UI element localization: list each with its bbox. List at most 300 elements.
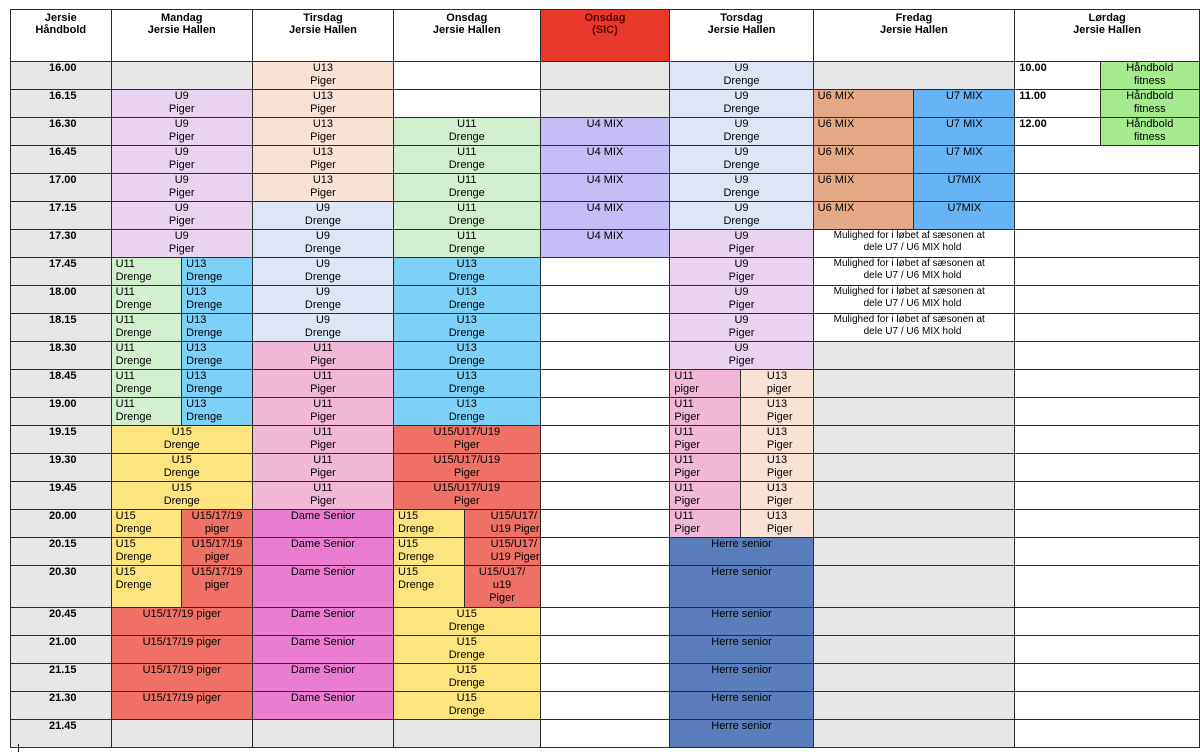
session-cell: [1015, 454, 1200, 482]
session-label: U13: [456, 398, 477, 410]
session-label: U15: [456, 664, 477, 676]
session-label: Drenge: [115, 579, 152, 591]
session-label: Piger: [310, 467, 336, 479]
header-fredag: Fredag Jersie Hallen: [813, 10, 1015, 62]
session-label: fitness: [1133, 131, 1166, 143]
session-label: dele U7 / U6 MIX hold: [863, 298, 962, 309]
session-label: Drenge: [163, 467, 200, 479]
session-cell: [540, 342, 670, 370]
session-label: Drenge: [448, 187, 485, 199]
session-cell: [813, 62, 1015, 90]
schedule-table: [10, 9, 1200, 748]
session-label: Drenge: [115, 355, 152, 367]
session-label: Piger: [489, 592, 515, 604]
session-cell: [670, 286, 813, 314]
session-cell: [540, 692, 670, 720]
session-cell: [670, 230, 813, 258]
session-label: fitness: [1133, 103, 1166, 115]
session-label: U11: [313, 398, 333, 410]
session-cell: [813, 426, 1015, 454]
session-label: U9: [174, 146, 189, 158]
session-cell: [252, 286, 393, 314]
session-cell: [111, 342, 182, 370]
session-cell: [813, 664, 1015, 692]
session-cell: [1015, 692, 1200, 720]
session-label: U11: [457, 230, 477, 242]
session-cell: [464, 538, 540, 566]
session-cell: [540, 370, 670, 398]
session-cell: [670, 664, 813, 692]
session-label: piger: [674, 383, 699, 395]
session-label: Drenge: [398, 579, 435, 591]
session-label: U11: [115, 286, 135, 298]
session-cell: [1015, 118, 1100, 146]
session-cell: [252, 664, 393, 692]
time-row: [11, 510, 1200, 538]
session-label: U13: [766, 482, 788, 494]
session-cell: [670, 636, 813, 664]
session-label: U13: [456, 286, 477, 298]
session-label: U7 MIX: [945, 118, 983, 130]
session-label: Drenge: [304, 215, 341, 227]
session-label: U11: [674, 482, 694, 494]
session-cell: [394, 510, 465, 538]
session-label: piger: [204, 523, 230, 535]
session-cell: [394, 314, 541, 342]
header-tirsdag: Tirsdag Jersie Hallen: [252, 10, 393, 62]
session-label: Dame Senior: [290, 566, 356, 578]
session-label: Herre senior: [711, 566, 772, 578]
session-cell: [540, 454, 670, 482]
session-label: Drenge: [398, 551, 435, 563]
time-cell: 16.15: [11, 90, 112, 118]
session-label: dele U7 / U6 MIX hold: [863, 326, 962, 337]
session-label: U11: [674, 398, 694, 410]
session-label: U6 MIX: [817, 202, 855, 214]
session-label: Piger: [168, 159, 195, 171]
session-label: U9: [734, 90, 749, 102]
session-label: U11: [457, 118, 477, 130]
session-label: Drenge: [448, 621, 485, 633]
time-cell: 16.30: [11, 118, 112, 146]
session-cell: [914, 174, 1015, 202]
session-label: Piger: [453, 439, 480, 451]
session-label: Piger: [766, 439, 793, 451]
session-cell: [394, 118, 541, 146]
session-label: Drenge: [186, 271, 223, 283]
session-label: Drenge: [186, 327, 223, 339]
session-cell: [813, 720, 1015, 748]
session-cell: [252, 174, 393, 202]
time-cell: 21.15: [11, 664, 112, 692]
session-cell: [813, 342, 1015, 370]
session-cell: [670, 370, 740, 398]
session-label: Piger: [310, 439, 336, 451]
session-label: Dame Senior: [290, 538, 356, 550]
session-cell: [813, 202, 914, 230]
session-label: U13: [456, 342, 477, 354]
session-label: U15/U17/: [490, 510, 538, 522]
session-cell: [670, 692, 813, 720]
session-cell: [182, 398, 253, 426]
header-onsdag-sic: Onsdag (SIC): [540, 10, 670, 62]
session-label: Drenge: [448, 131, 485, 143]
session-label: U6 MIX: [817, 146, 855, 158]
session-label: Drenge: [304, 243, 341, 255]
time-cell: 18.15: [11, 314, 112, 342]
session-cell: [111, 314, 182, 342]
session-cell: [813, 566, 1015, 608]
session-label: Drenge: [115, 411, 152, 423]
session-label: Piger: [168, 131, 195, 143]
session-label: Drenge: [163, 495, 200, 507]
session-cell: [252, 720, 393, 748]
session-cell: [813, 258, 1015, 286]
session-label: Piger: [674, 495, 701, 507]
session-label: U11: [674, 426, 694, 438]
session-label: Dame Senior: [290, 608, 356, 620]
session-cell: [394, 370, 541, 398]
session-cell: [540, 146, 670, 174]
session-label: 11.00: [1019, 90, 1047, 102]
session-label: U4 MIX: [586, 230, 624, 242]
session-cell: [670, 90, 813, 118]
session-label: Piger: [310, 383, 336, 395]
session-cell: [394, 482, 541, 510]
session-label: Drenge: [723, 159, 760, 171]
session-cell: [1015, 62, 1100, 90]
session-cell: [670, 314, 813, 342]
session-label: U13: [312, 174, 334, 186]
session-cell: [740, 426, 813, 454]
session-label: U11: [115, 370, 135, 382]
session-cell: [182, 510, 253, 538]
session-cell: [813, 370, 1015, 398]
session-label: Drenge: [448, 159, 485, 171]
session-label: Drenge: [448, 705, 485, 717]
session-label: U15: [171, 426, 192, 438]
time-cell: 19.45: [11, 482, 112, 510]
session-label: Mulighed for i løbet af sæsonen at: [833, 230, 985, 241]
session-label: U11: [457, 174, 477, 186]
session-cell: [540, 538, 670, 566]
session-label: U15/17/19: [191, 538, 243, 550]
session-cell: [111, 510, 182, 538]
session-label: Piger: [310, 411, 336, 423]
session-label: U13: [312, 90, 334, 102]
time-cell: 17.15: [11, 202, 112, 230]
header-loerdag: Lørdag Jersie Hallen: [1015, 10, 1200, 62]
session-label: U13: [456, 258, 477, 270]
session-cell: [252, 258, 393, 286]
session-label: U6 MIX: [817, 118, 855, 130]
session-cell: [394, 174, 541, 202]
time-cell: 21.30: [11, 692, 112, 720]
session-label: Drenge: [115, 523, 152, 535]
session-label: U11: [313, 370, 333, 382]
session-cell: [394, 342, 541, 370]
session-label: U11: [115, 258, 135, 270]
session-label: U15/17/19: [191, 566, 243, 578]
session-label: U15/U17/U19: [433, 482, 501, 494]
session-label: U13: [312, 62, 334, 74]
session-cell: [182, 566, 253, 608]
time-cell: 18.00: [11, 286, 112, 314]
session-label: Herre senior: [711, 664, 772, 676]
session-cell: [111, 370, 182, 398]
session-cell: [813, 118, 914, 146]
session-label: dele U7 / U6 MIX hold: [863, 242, 962, 253]
session-cell: [1015, 482, 1200, 510]
session-label: Drenge: [115, 551, 152, 563]
session-label: Dame Senior: [290, 664, 356, 676]
session-cell: [111, 608, 252, 636]
session-cell: [111, 286, 182, 314]
session-cell: [394, 62, 541, 90]
session-cell: [1015, 230, 1200, 258]
session-label: U13: [312, 118, 334, 130]
session-cell: [252, 538, 393, 566]
session-label: Drenge: [448, 677, 485, 689]
session-cell: [111, 664, 252, 692]
session-label: Drenge: [186, 299, 223, 311]
session-label: U15: [456, 692, 477, 704]
session-label: Piger: [728, 299, 755, 311]
time-cell: 17.45: [11, 258, 112, 286]
session-cell: [813, 482, 1015, 510]
time-cell: 20.00: [11, 510, 112, 538]
session-cell: [111, 454, 252, 482]
session-label: u19: [492, 579, 512, 591]
session-cell: [540, 566, 670, 608]
session-cell: [1015, 90, 1100, 118]
session-cell: [1015, 258, 1200, 286]
session-label: Dame Senior: [290, 636, 356, 648]
session-label: U9: [734, 118, 749, 130]
session-cell: [1015, 370, 1200, 398]
session-label: Piger: [310, 159, 336, 171]
session-cell: [182, 342, 253, 370]
session-cell: [540, 426, 670, 454]
time-row: [11, 202, 1200, 230]
session-label: U13: [186, 342, 207, 354]
session-label: Drenge: [115, 327, 152, 339]
session-label: U4 MIX: [586, 146, 624, 158]
session-cell: [182, 314, 253, 342]
session-label: U13: [766, 510, 788, 522]
header-row: [11, 10, 1200, 62]
time-cell: 19.00: [11, 398, 112, 426]
time-cell: 19.30: [11, 454, 112, 482]
session-cell: [394, 146, 541, 174]
session-label: Drenge: [304, 299, 341, 311]
time-cell: 18.45: [11, 370, 112, 398]
session-label: Piger: [728, 327, 755, 339]
time-cell: 20.15: [11, 538, 112, 566]
time-row: [11, 482, 1200, 510]
session-label: Piger: [453, 495, 480, 507]
session-label: U13: [186, 258, 207, 270]
session-label: U7MIX: [947, 202, 982, 214]
time-cell: 17.30: [11, 230, 112, 258]
session-cell: [252, 202, 393, 230]
session-cell: [111, 398, 182, 426]
time-row: [11, 608, 1200, 636]
session-label: piger: [204, 551, 230, 563]
session-cell: [394, 426, 541, 454]
session-label: U4 MIX: [586, 202, 624, 214]
session-label: Piger: [766, 411, 793, 423]
time-row: [11, 538, 1200, 566]
time-cell: 20.45: [11, 608, 112, 636]
session-cell: [252, 398, 393, 426]
session-label: Drenge: [723, 103, 760, 115]
session-label: U15: [456, 608, 477, 620]
session-cell: [394, 202, 541, 230]
session-cell: [1100, 90, 1199, 118]
session-cell: [670, 146, 813, 174]
session-label: U9: [734, 230, 749, 242]
session-label: Drenge: [304, 327, 341, 339]
session-label: Drenge: [448, 649, 485, 661]
session-label: U15/17/19 piger: [142, 608, 221, 620]
session-cell: [540, 510, 670, 538]
session-cell: [1100, 118, 1199, 146]
session-cell: [1100, 62, 1199, 90]
time-row: [11, 146, 1200, 174]
session-label: U13: [766, 398, 788, 410]
session-cell: [813, 538, 1015, 566]
session-label: U13: [456, 314, 477, 326]
session-cell: [670, 202, 813, 230]
session-cell: [394, 692, 541, 720]
session-cell: [670, 720, 813, 748]
session-label: Piger: [728, 271, 755, 283]
session-label: U15: [171, 482, 192, 494]
header-club: Jersie Håndbold: [11, 10, 112, 62]
session-label: U15/U17/: [490, 538, 538, 550]
session-cell: [1015, 174, 1200, 202]
session-cell: [111, 230, 252, 258]
session-label: Drenge: [723, 215, 760, 227]
session-label: U13: [766, 370, 788, 382]
session-label: Drenge: [448, 411, 485, 423]
time-row: [11, 314, 1200, 342]
session-label: U11: [674, 510, 694, 522]
time-cell: 21.00: [11, 636, 112, 664]
session-label: 12.00: [1019, 118, 1047, 130]
time-cell: 16.00: [11, 62, 112, 90]
session-cell: [914, 118, 1015, 146]
session-cell: [914, 202, 1015, 230]
session-cell: [540, 314, 670, 342]
session-label: U11: [313, 482, 333, 494]
session-label: U15: [398, 538, 419, 550]
session-cell: [670, 258, 813, 286]
session-cell: [111, 118, 252, 146]
session-cell: [1015, 426, 1200, 454]
session-label: Drenge: [723, 131, 760, 143]
session-label: U15: [171, 454, 192, 466]
session-cell: [540, 664, 670, 692]
session-cell: [252, 566, 393, 608]
time-row: [11, 426, 1200, 454]
session-cell: [540, 286, 670, 314]
session-label: Mulighed for i løbet af sæsonen at: [833, 314, 985, 325]
session-cell: [111, 636, 252, 664]
session-label: Drenge: [723, 75, 760, 87]
session-label: U11: [674, 454, 694, 466]
session-label: Drenge: [115, 299, 152, 311]
session-cell: [111, 90, 252, 118]
session-cell: [540, 118, 670, 146]
session-label: Drenge: [163, 439, 200, 451]
session-cell: [813, 398, 1015, 426]
session-label: Herre senior: [711, 608, 772, 620]
session-cell: [1015, 342, 1200, 370]
session-cell: [813, 510, 1015, 538]
session-label: U11: [115, 398, 135, 410]
session-cell: [394, 608, 541, 636]
session-label: U11: [313, 342, 333, 354]
session-cell: [740, 482, 813, 510]
session-label: Piger: [728, 355, 755, 367]
session-cell: [111, 426, 252, 454]
session-label: U11: [313, 454, 333, 466]
session-label: Drenge: [448, 355, 485, 367]
session-cell: [914, 146, 1015, 174]
session-cell: [394, 286, 541, 314]
session-cell: [1015, 636, 1200, 664]
time-row: [11, 692, 1200, 720]
session-label: Drenge: [448, 215, 485, 227]
session-cell: [813, 90, 914, 118]
session-cell: [1015, 510, 1200, 538]
session-label: Piger: [310, 75, 336, 87]
time-row: [11, 174, 1200, 202]
session-cell: [813, 692, 1015, 720]
session-cell: [252, 636, 393, 664]
session-label: Drenge: [186, 383, 223, 395]
session-cell: [740, 454, 813, 482]
session-label: U11: [457, 202, 477, 214]
session-label: Piger: [310, 103, 336, 115]
session-label: Håndbold: [1126, 90, 1174, 102]
session-label: Drenge: [115, 271, 152, 283]
session-label: Drenge: [115, 383, 152, 395]
session-label: U13: [186, 314, 207, 326]
session-cell: [252, 342, 393, 370]
session-cell: [394, 454, 541, 482]
session-label: U11: [313, 426, 333, 438]
session-label: U15: [398, 510, 419, 522]
session-label: 10.00: [1019, 62, 1047, 74]
session-label: piger: [766, 383, 792, 395]
session-label: U15/17/19 piger: [142, 636, 221, 648]
session-label: U9: [734, 314, 749, 326]
session-cell: [670, 342, 813, 370]
schedule-grid: [10, 9, 1200, 748]
session-cell: [1015, 146, 1200, 174]
session-label: Piger: [674, 439, 701, 451]
session-cell: [182, 258, 253, 286]
session-cell: [111, 538, 182, 566]
session-label: U9: [174, 230, 189, 242]
session-cell: [670, 454, 740, 482]
session-label: Herre senior: [711, 538, 772, 550]
session-label: Drenge: [723, 187, 760, 199]
session-cell: [394, 566, 465, 608]
